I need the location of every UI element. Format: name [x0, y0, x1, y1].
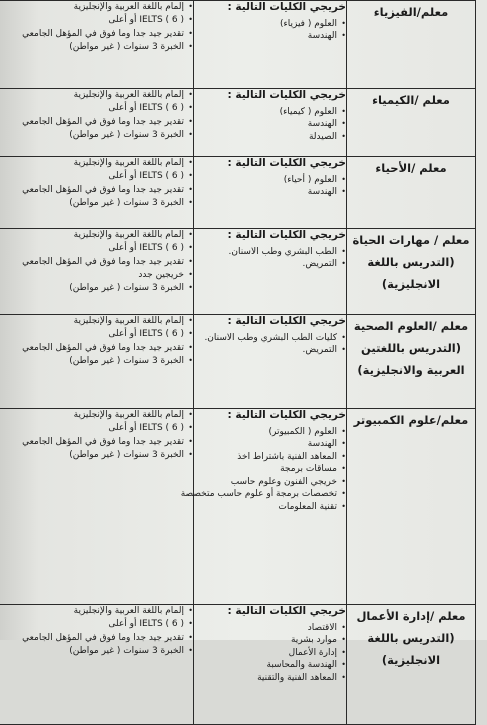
faculties-list — [194, 18, 346, 43]
requirement-item: • إلمام باللغة العربية والإنجليزية — [0, 605, 193, 617]
job-row — [0, 1, 476, 89]
requirements-cell — [0, 315, 194, 409]
eligible-faculties-cell — [194, 229, 347, 315]
requirement-item: • إلمام باللغة العربية والإنجليزية — [0, 157, 193, 169]
requirement-item: • الخبرة 3 سنوات ( غير مواطن) — [0, 355, 193, 367]
eligible-faculties-cell — [194, 157, 347, 229]
faculty-item: • الطب البشري وطب الاسنان. — [194, 246, 346, 259]
job-row — [0, 89, 476, 157]
job-row — [0, 229, 476, 315]
requirements-list — [0, 315, 193, 367]
requirement-item: • الخبرة 3 سنوات ( غير مواطن) — [0, 449, 193, 461]
faculties-heading: خريجي الكليات التالية : — [227, 229, 346, 241]
requirement-item: • الخبرة 3 سنوات ( غير مواطن) — [0, 129, 193, 141]
requirements-list — [0, 89, 193, 141]
requirements-cell — [0, 157, 194, 229]
faculties-list — [194, 246, 346, 271]
faculties-list — [180, 426, 346, 514]
requirement-item: • IELTS ( 6 ) أو أعلى — [0, 328, 193, 340]
job-title: معلم /إدارة الأعمال (التدريس باللغة الانجليزية) — [347, 605, 476, 725]
requirements-cell — [0, 89, 194, 157]
faculty-item: • موارد بشرية — [194, 634, 346, 647]
requirement-item: • تقدير جيد جدا وما فوق في المؤهل الجامعي — [0, 632, 193, 644]
faculty-item: • العلوم ( أحياء) — [194, 174, 346, 187]
faculties-list — [194, 622, 346, 685]
requirement-item: • إلمام باللغة العربية والإنجليزية — [0, 1, 193, 13]
requirement-item: • الخبرة 3 سنوات ( غير مواطن) — [0, 282, 193, 294]
requirements-list — [0, 1, 193, 53]
faculty-item: • إدارة الأعمال — [194, 647, 346, 660]
job-title: معلم / مهارات الحياة (التدريس باللغة الانجليزية) — [347, 229, 476, 315]
requirements-list — [0, 605, 193, 657]
faculty-item: • خريجي الفنون وعلوم حاسب — [194, 476, 346, 489]
faculty-item: • المعاهد الفنية والتقنية — [194, 672, 346, 685]
job-row — [0, 315, 476, 409]
job-title: معلم /الكيمياء — [347, 89, 476, 157]
eligible-faculties-cell — [194, 315, 347, 409]
requirement-item: • تقدير جيد جدا وما فوق في المؤهل الجامعي — [0, 116, 193, 128]
requirement-item: • خريجين جدد — [0, 269, 193, 281]
job-title: معلم /الأحياء — [347, 157, 476, 229]
faculty-item: • الهندسة — [194, 438, 346, 451]
job-title: معلم/الفيزياء — [347, 1, 476, 89]
requirements-list — [0, 409, 193, 461]
requirement-item: • IELTS ( 6 ) أو أعلى — [0, 102, 193, 114]
faculty-item: • التمريض. — [194, 344, 346, 357]
faculties-list — [194, 174, 346, 199]
faculties-heading: خريجي الكليات التالية : — [227, 157, 346, 169]
faculty-item: • تخصصات برمجة أو علوم حاسب متخصصة — [194, 488, 346, 501]
faculty-item: • التمريض. — [194, 258, 346, 271]
requirements-cell — [0, 1, 194, 89]
faculty-item: • مساقات برمجة — [194, 463, 346, 476]
faculties-heading: خريجي الكليات التالية : — [227, 89, 346, 101]
requirement-item: • تقدير جيد جدا وما فوق في المؤهل الجامعي — [0, 28, 193, 40]
faculty-item: • المعاهد الفنية باشتراط اخذ — [194, 451, 346, 464]
faculty-item: • الهندسة — [194, 30, 346, 43]
requirements-cell — [0, 409, 194, 605]
requirement-item: • الخبرة 3 سنوات ( غير مواطن) — [0, 197, 193, 209]
requirement-item: • IELTS ( 6 ) أو أعلى — [0, 618, 193, 630]
requirements-cell — [0, 605, 194, 725]
job-title: معلم/علوم الكمبيوتر — [347, 409, 476, 605]
requirement-item: • تقدير جيد جدا وما فوق في المؤهل الجامعي — [0, 436, 193, 448]
faculties-heading: خريجي الكليات التالية : — [227, 605, 346, 617]
requirement-item: • تقدير جيد جدا وما فوق في المؤهل الجامعي — [0, 256, 193, 268]
faculty-item: • العلوم ( كيمياء) — [194, 106, 346, 119]
faculty-item: • تقنية المعلومات — [194, 501, 346, 514]
requirement-item: • IELTS ( 6 ) أو أعلى — [0, 242, 193, 254]
requirement-item: • IELTS ( 6 ) أو أعلى — [0, 170, 193, 182]
faculty-item: • كليات الطب البشري وطب الاسنان. — [194, 332, 346, 345]
faculties-heading: خريجي الكليات التالية : — [227, 1, 346, 13]
faculties-list — [194, 332, 346, 357]
requirement-item: • IELTS ( 6 ) أو أعلى — [0, 422, 193, 434]
faculty-item: • الاقتصاد — [194, 622, 346, 635]
faculty-item: • الهندسة — [194, 118, 346, 131]
faculties-heading: خريجي الكليات التالية : — [227, 315, 346, 327]
eligible-faculties-cell — [194, 1, 347, 89]
job-row — [0, 157, 476, 229]
requirement-item: • تقدير جيد جدا وما فوق في المؤهل الجامعي — [0, 184, 193, 196]
jobs-table-body — [0, 1, 476, 725]
faculties-list — [194, 106, 346, 144]
faculty-item: • الهندسة — [194, 186, 346, 199]
faculty-item: • العلوم ( فيزياء) — [194, 18, 346, 31]
requirement-item: • IELTS ( 6 ) أو أعلى — [0, 14, 193, 26]
requirement-item: • تقدير جيد جدا وما فوق في المؤهل الجامعي — [0, 342, 193, 354]
requirement-item: • إلمام باللغة العربية والإنجليزية — [0, 315, 193, 327]
requirements-list — [0, 229, 193, 294]
eligible-faculties-cell — [180, 409, 347, 605]
faculty-item: • الصيدلة — [194, 131, 346, 144]
requirements-cell — [0, 229, 194, 315]
eligible-faculties-cell — [194, 605, 347, 725]
eligible-faculties-cell — [194, 89, 347, 157]
requirement-item: • الخبرة 3 سنوات ( غير مواطن) — [0, 645, 193, 657]
requirements-list — [0, 157, 193, 209]
requirement-item: • إلمام باللغة العربية والإنجليزية — [0, 229, 193, 241]
faculty-item: • العلوم ( الكمبيوتر) — [194, 426, 346, 439]
requirement-item: • إلمام باللغة العربية والإنجليزية — [0, 89, 193, 101]
faculty-item: • الهندسة والمحاسبة — [194, 659, 346, 672]
requirement-item: • إلمام باللغة العربية والإنجليزية — [0, 409, 193, 421]
job-title: معلم /العلوم الصحية (التدريس باللغتين العربية والانجليزية) — [347, 315, 476, 409]
job-row — [0, 409, 476, 605]
job-row — [0, 605, 476, 725]
faculties-heading: خريجي الكليات التالية : — [227, 409, 346, 421]
requirement-item: • الخبرة 3 سنوات ( غير مواطن) — [0, 41, 193, 53]
